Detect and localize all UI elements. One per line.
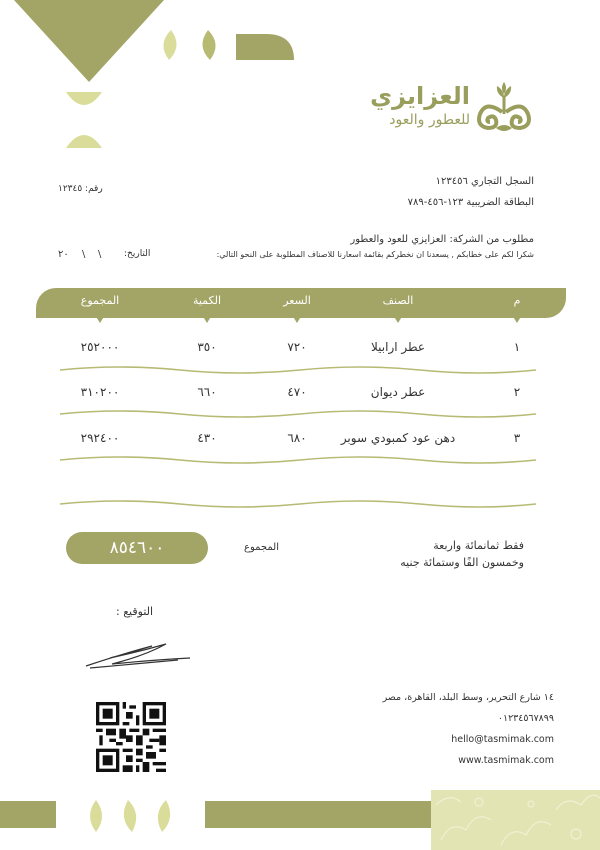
header-total: المجموع xyxy=(80,294,120,307)
header-qty: الكمية xyxy=(192,294,222,307)
row-total: ٢٥٢٠٠٠ xyxy=(80,340,120,354)
thanks-line: شكرا لكم على خطابكم , يسعدنا ان نخطركم بقائمة اسعارنا للاصناف المطلوبة على النحو التالي: xyxy=(216,250,534,259)
top-leaf-decoration-2 xyxy=(196,30,222,60)
row-qty: ٣٥٠ xyxy=(197,340,217,354)
qr-code-icon xyxy=(96,702,166,772)
header-caret xyxy=(292,315,302,323)
left-fan-decoration-1 xyxy=(66,92,102,118)
header-index: م xyxy=(513,294,521,307)
header-caret xyxy=(202,315,212,323)
row-index: ٢ xyxy=(513,385,521,399)
header-item: الصنف xyxy=(382,294,414,307)
bottom-floral-pattern-decoration xyxy=(431,790,600,850)
header-price: السعر xyxy=(283,294,311,307)
bottom-leaf-decoration-2 xyxy=(118,800,142,832)
date-day: \ xyxy=(98,249,102,260)
amount-words-line-1: فقط ثمانمائة واربعة xyxy=(433,539,524,552)
row-total: ٣١٠٢٠٠ xyxy=(80,385,120,399)
row-total: ٢٩٢٤٠٠ xyxy=(80,431,120,445)
row-price: ٧٢٠ xyxy=(287,340,307,354)
row-index: ١ xyxy=(513,340,521,354)
date-month: \ xyxy=(82,249,86,260)
row-item: دهن عود كمبودي سوبر xyxy=(340,431,456,445)
left-fan-decoration-2 xyxy=(66,122,102,148)
signature-label: التوقيع : xyxy=(116,605,154,618)
company-name: العزايزي xyxy=(370,82,470,110)
phone-text: ٠١٢٣٤٥٦٧٨٩٩ xyxy=(497,713,554,724)
row-qty: ٦٦٠ xyxy=(197,385,217,399)
row-index: ٣ xyxy=(513,431,521,445)
row-item: عطر ديوان xyxy=(370,385,426,399)
row-separator-waves xyxy=(60,360,536,520)
top-leaf-decoration-1 xyxy=(157,30,183,60)
row-price: ٦٨٠ xyxy=(287,431,307,445)
address-text: ١٤ شارع التحرير، وسط البلد، القاهرة، مصر xyxy=(382,692,554,703)
flower-logo-icon xyxy=(472,78,536,134)
table-header xyxy=(36,288,566,318)
bottom-leaf-decoration-1 xyxy=(84,800,108,832)
row-price: ٤٧٠ xyxy=(287,385,307,399)
request-company-line: مطلوب من الشركة: العزايزي للعود والعطور xyxy=(350,234,534,245)
date-label: التاريخ: xyxy=(124,249,151,259)
amount-words-line-2: وخمسون الفًا وستمائة جنيه xyxy=(400,556,524,569)
grand-total-label: المجموع xyxy=(244,542,279,553)
signature-scribble-icon xyxy=(82,636,194,672)
bottom-leaf-decoration-3 xyxy=(152,800,176,832)
header-caret xyxy=(512,315,522,323)
header-caret xyxy=(393,315,403,323)
commercial-register: السجل التجاري ١٢٣٤٥٦ xyxy=(435,176,534,187)
grand-total-amount: ٨٥٤٦٠٠ xyxy=(66,532,208,564)
row-qty: ٤٣٠ xyxy=(197,431,217,445)
email-link[interactable]: hello@tasmimak.com xyxy=(451,734,554,745)
top-triangle-decoration xyxy=(0,0,170,85)
bottom-bar-right-decoration xyxy=(205,801,431,828)
bottom-bar-left-decoration xyxy=(0,801,56,828)
row-item: عطر ارابيلا xyxy=(370,340,426,354)
website-link[interactable]: www.tasmimak.com xyxy=(458,755,554,766)
top-half-circle-decoration xyxy=(236,34,294,60)
amount-in-words xyxy=(400,537,524,571)
date-year: ٢٠ xyxy=(58,249,69,260)
invoice-number: رقم: ١٢٣٤٥ xyxy=(58,184,103,194)
tax-card: البطاقة الضريبية ١٢٣-٤٥٦-٧٨٩ xyxy=(407,197,534,208)
header-caret xyxy=(95,315,105,323)
company-subtitle: للعطور والعود xyxy=(389,112,470,128)
